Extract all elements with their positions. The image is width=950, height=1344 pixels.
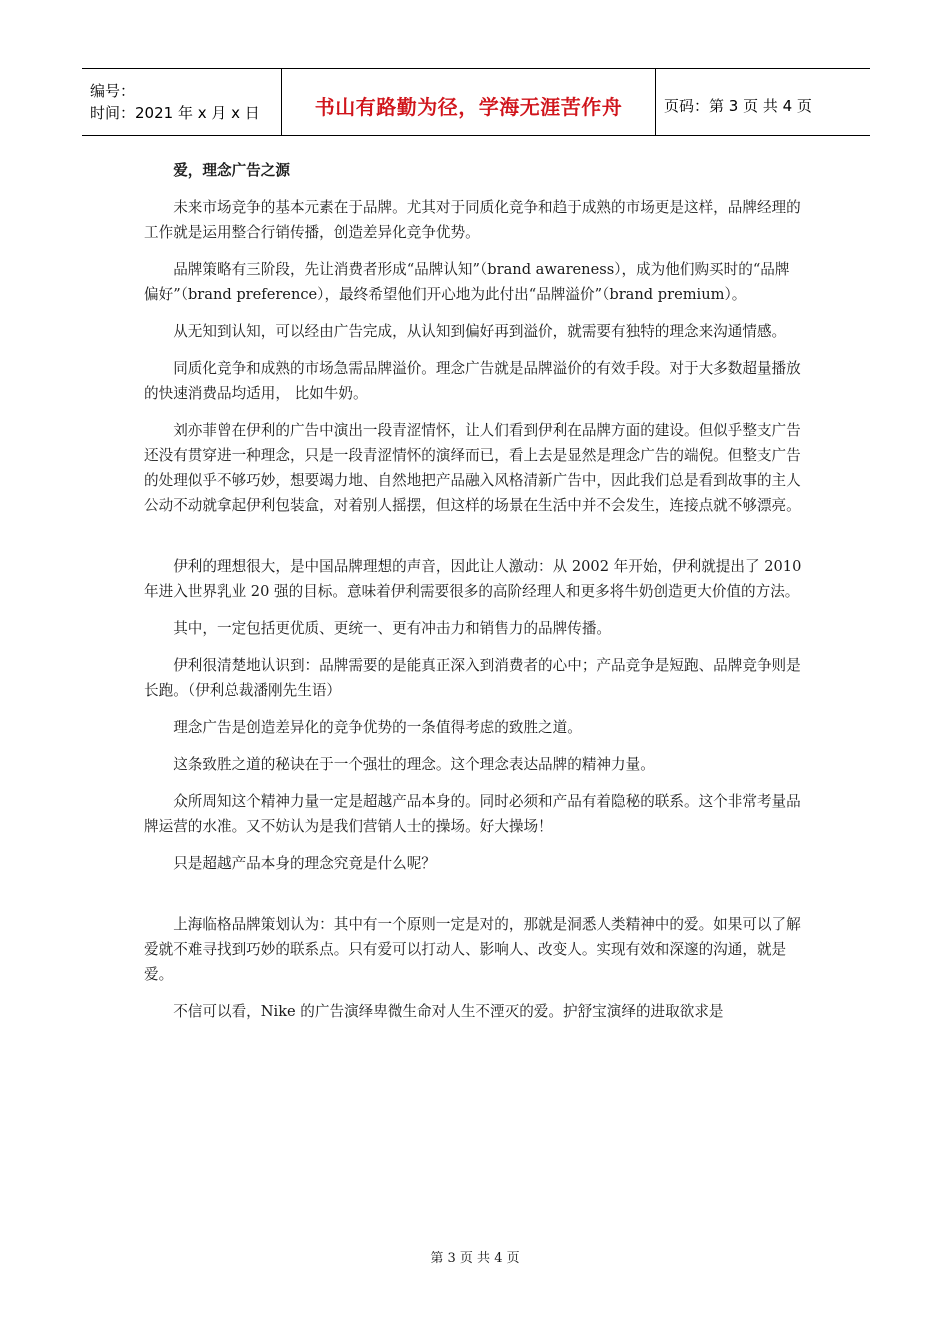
paragraph: 其中，一定包括更优质、更统一、更有冲击力和销售力的品牌传播。 <box>173 620 612 637</box>
section-gap <box>144 888 804 912</box>
paragraph: 不信可以看，Nike 的广告演绎卑微生命对人生不湮灭的爱。护舒宝演绎的进取欲求是 <box>173 1003 724 1020</box>
paragraph: 只是超越产品本身的理念究竟是什么呢？ <box>173 855 436 872</box>
paragraph: 这条致胜之道的秘诀在于一个强壮的理念。这个理念表达品牌的精神力量。 <box>173 756 655 773</box>
document-number: 编号： <box>90 82 136 100</box>
article-body <box>144 158 804 1036</box>
document-date: 时间：2021 年 x 月 x 日 <box>90 104 260 122</box>
paragraph: 从无知到认知，可以经由广告完成，从认知到偏好再到溢价，就需要有独特的理念来沟通情感。 <box>173 323 787 340</box>
paragraph: 伊利很清楚地认识到：品牌需要的是能真正深入到消费者的心中；产品竞争是短跑、品牌竞争则是长跑。（伊利总裁潘刚先生语） <box>144 657 801 699</box>
header-meta <box>82 69 282 135</box>
paragraph: 未来市场竞争的基本元素在于品牌。尤其对于同质化竞争和趋于成熟的市场更是这样，品牌经理的工作就是运用整合行销传播，创造差异化竞争优势。 <box>144 199 801 241</box>
header-page-info: 页码：第 3 页 共 4 页 <box>664 96 812 115</box>
page-header <box>82 68 870 136</box>
paragraph: 众所周知这个精神力量一定是超越产品本身的。同时必须和产品有着隐秘的联系。这个非常考量品牌运营的水准。又不妨认为是我们营销人士的操场。好大操场！ <box>144 793 801 835</box>
article-heading: 爱，理念广告之源 <box>173 162 290 179</box>
header-motto: 书山有路勤为径，学海无涯苦作舟 <box>314 94 623 119</box>
paragraph: 品牌策略有三阶段，先让消费者形成“品牌认知”（brand awareness），成为他们购买时的“品牌偏好”（brand preference），最终希望他们开心地为此付出“品牌溢价”（brand premium）。 <box>144 261 790 303</box>
paragraph: 上海临格品牌策划认为：其中有一个原则一定是对的，那就是洞悉人类精神中的爱。如果可以了解爱就不难寻找到巧妙的联系点。只有爱可以打动人、影响人、改变人。实现有效和深邃的沟通，就是爱。 <box>144 916 801 983</box>
paragraph: 同质化竞争和成熟的市场急需品牌溢价。理念广告就是品牌溢价的有效手段。对于大多数超量播放的快速消费品均适用， 比如牛奶。 <box>144 360 801 402</box>
header-page-info-cell <box>656 69 870 135</box>
paragraph: 刘亦菲曾在伊利的广告中演出一段青涩情怀，让人们看到伊利在品牌方面的建设。但似乎整支广告还没有贯穿进一种理念，只是一段青涩情怀的演绎而已，看上去是显然是理念广告的端倪。但整支广告的处理似乎不够巧妙，想要竭力地、自然地把产品融入风格清新广告中，因此我们总是看到故事的主人公动不动就拿起伊利包装盒，对着别人摇摆，但这样的场景在生活中并不会发生，连接点就不够漂亮。 <box>144 422 801 514</box>
paragraph: 伊利的理想很大，是中国品牌理想的声音，因此让人激动：从 2002 年开始，伊利就提出了 2010 年进入世界乳业 20 强的目标。意味着伊利需要很多的高阶经理人和更多将牛奶创造更大价值的方法。 <box>144 558 802 600</box>
section-gap <box>144 530 804 554</box>
header-motto-cell <box>282 69 656 135</box>
page-footer: 第 3 页 共 4 页 <box>430 1251 520 1266</box>
paragraph: 理念广告是创造差异化的竞争优势的一条值得考虑的致胜之道。 <box>173 719 582 736</box>
